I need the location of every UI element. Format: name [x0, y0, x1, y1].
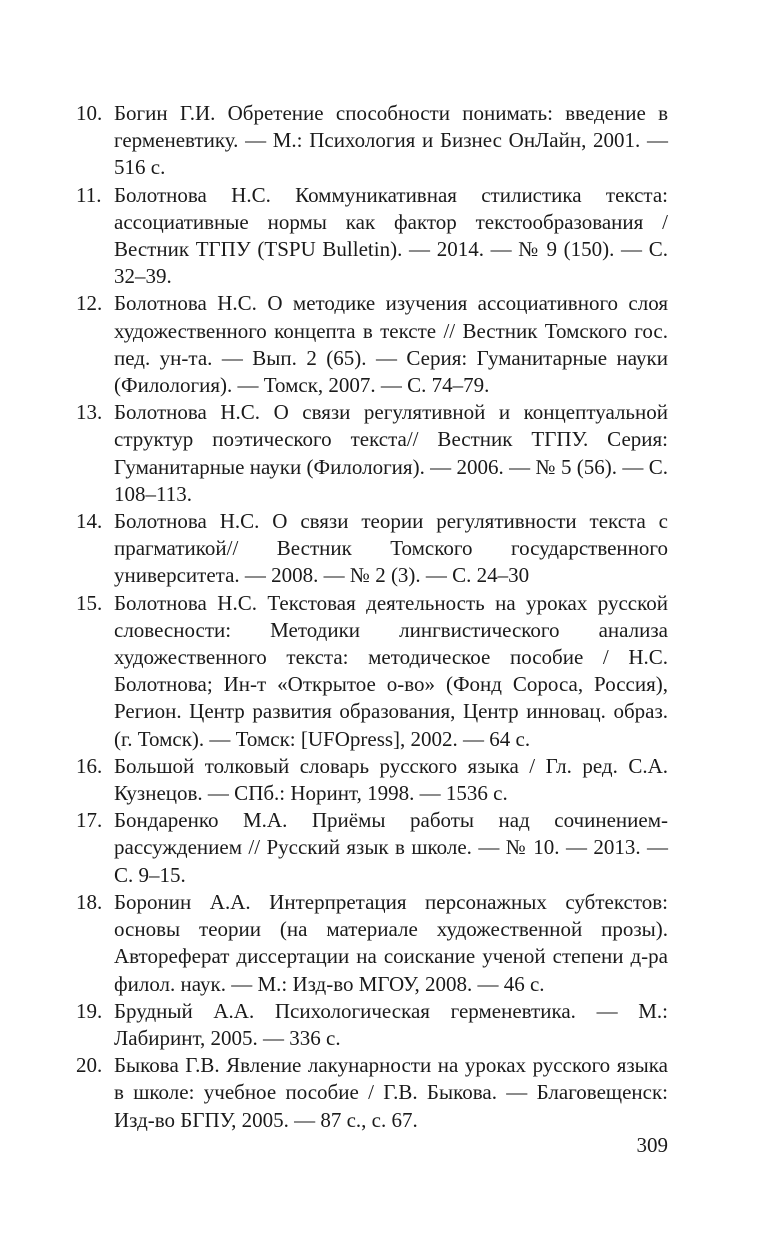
entry-number: 16.	[76, 753, 103, 778]
page-number: 309	[636, 1133, 668, 1157]
entry-number: 12.	[76, 291, 103, 316]
entry-text: Быкова Г.В. Явление лакунарности на уроках русского языка в школе: учебное пособие / Г.В. Быкова. — Благовещенск: Изд-во БГПУ, 2005. — 87 с., с. 67.	[114, 1053, 668, 1132]
bibliography-entry	[76, 889, 668, 998]
bibliography-entry	[76, 1052, 668, 1134]
bibliography-entry	[76, 998, 668, 1052]
bibliography-entry	[76, 100, 668, 182]
bibliography-entry	[76, 590, 668, 753]
entry-number: 17.	[76, 808, 103, 833]
entry-number: 13.	[76, 400, 103, 425]
entry-number: 14.	[76, 509, 103, 534]
bibliography-entry	[76, 182, 668, 291]
entry-number: 11.	[76, 182, 102, 207]
bibliography-list	[76, 100, 668, 1134]
entry-text: Брудный А.А. Психологическая герменевтика. — М.: Лабиринт, 2005. — 336 с.	[114, 998, 668, 1050]
entry-number: 18.	[76, 889, 103, 914]
entry-number: 20.	[76, 1053, 103, 1078]
bibliography-entry	[76, 508, 668, 590]
entry-text: Богин Г.И. Обретение способности понимать: введение в герменевтику. — М.: Психология и Бизнес ОнЛайн, 2001. — 516 с.	[114, 101, 668, 180]
entry-text: Болотнова Н.С. О методике изучения ассоциативного слоя художественного концепта в тексте // Вестник Томского гос. пед. ун-та. — Вып. 2 (65). — Серия: Гуманитарные науки (Филология). — Томск, 2007. — С. 74–79.	[114, 291, 668, 398]
entry-number: 19.	[76, 998, 103, 1023]
bibliography-entry	[76, 753, 668, 807]
bibliography-entry	[76, 807, 668, 889]
entry-text: Болотнова Н.С. О связи теории регулятивности текста с прагматикой// Вестник Томского государственного университета. — 2008. — № 2 (3). — С. 24–30	[114, 509, 668, 588]
entry-text: Болотнова Н.С. Коммуникативная стилистика текста: ассоциативные нормы как фактор текстообразования / Вестник ТГПУ (TSPU Bulletin). — 2014. — № 9 (150). — С. 32–39.	[114, 182, 668, 289]
entry-text: Болотнова Н.С. Текстовая деятельность на уроках русской словесности: Методики лингвистического анализа художественного текста: методическое пособие / Н.С. Болотнова; Ин-т «Открытое о-во» (Фонд Сороса, Россия), Регион. Центр развития образования, Центр инновац. образ. (г. Томск). — Томск: [UFOpress], 2002. — 64 с.	[114, 590, 668, 751]
bibliography-entry	[76, 399, 668, 508]
entry-text: Боронин А.А. Интерпретация персонажных субтекстов: основы теории (на материале художественной прозы). Автореферат диссертации на соискание ученой степени д-ра филол. наук. — М.: Изд-во МГОУ, 2008. — 46 с.	[114, 889, 668, 996]
entry-text: Бондаренко М.А. Приёмы работы над сочинением-рассуждением // Русский язык в школе. — № 10. — 2013. — С. 9–15.	[114, 808, 668, 887]
entry-text: Большой толковый словарь русского языка / Гл. ред. С.А. Кузнецов. — СПб.: Норинт, 1998. — 1536 с.	[114, 753, 668, 806]
entry-number: 15.	[76, 590, 103, 615]
entry-number: 10.	[76, 101, 103, 125]
entry-text: Болотнова Н.С. О связи регулятивной и концептуальной структур поэтического текста// Вестник ТГПУ. Серия: Гуманитарные науки (Филология). — 2006. — № 5 (56). — С. 108–113.	[114, 400, 668, 506]
bibliography-entry	[76, 290, 668, 399]
